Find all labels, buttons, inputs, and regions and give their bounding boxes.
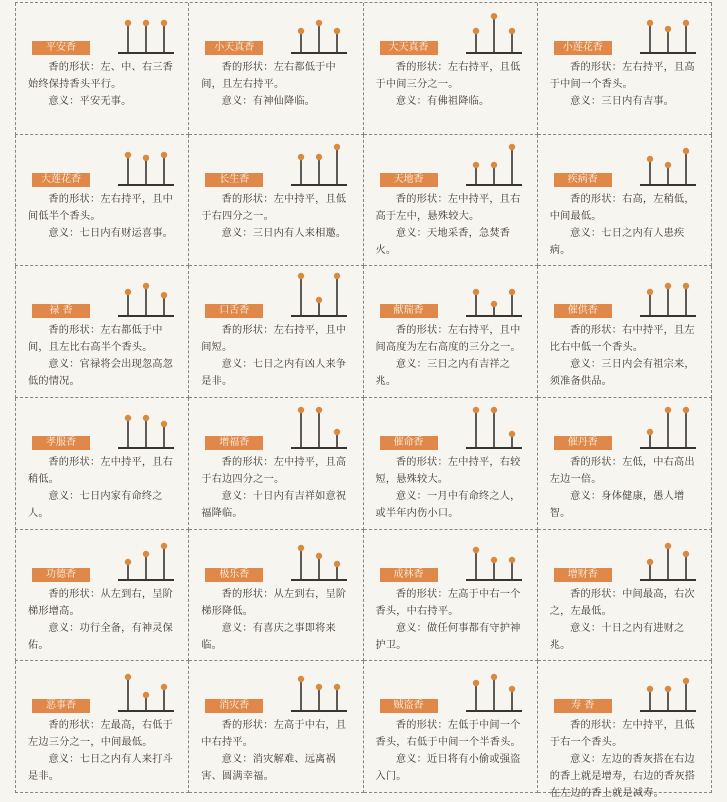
incense-name-tag: 孝服香 — [32, 436, 90, 450]
incense-sticks-icon — [96, 9, 186, 55]
incense-name-tag: 献瑞香 — [380, 304, 438, 318]
incense-description — [376, 717, 531, 785]
incense-description — [28, 586, 182, 654]
incense-ember — [125, 289, 131, 295]
incense-ember — [161, 292, 167, 298]
incense-shape-text: 香的形状：左中持平，且低于右四分之一。 — [201, 193, 347, 222]
incense-ember — [143, 154, 149, 160]
incense-meaning-text: 意义：身体健康，愚人增智。 — [549, 491, 685, 519]
incense-ember — [298, 407, 304, 413]
incense-sticks-illustration — [444, 272, 534, 318]
incense-card — [538, 135, 712, 267]
incense-meaning-text: 意义：三日内会有祖宗来，须准备供品。 — [549, 359, 695, 388]
incense-sticks-illustration — [269, 667, 359, 713]
incense-ember — [125, 20, 131, 26]
incense-sticks-illustration — [618, 667, 708, 713]
incense-sticks-icon — [269, 141, 359, 187]
incense-card — [364, 398, 538, 530]
incense-meaning-text: 意义：三日内有吉事。 — [570, 96, 675, 107]
incense-card — [189, 135, 363, 267]
incense-shape-text: 香的形状：左低于中间一个香头，右低于中间一个半香头。 — [375, 720, 521, 749]
incense-name-tag: 大莲花香 — [32, 173, 90, 187]
incense-sticks-illustration — [444, 9, 534, 55]
incense-ember — [472, 407, 478, 413]
incense-shape-text: 香的形状：中间最高，右次之，左最低。 — [549, 588, 695, 617]
incense-ember — [298, 273, 304, 279]
incense-sticks-illustration — [618, 272, 708, 318]
incense-ember — [490, 301, 496, 307]
incense-meaning-text: 意义：有喜庆之事即将来临。 — [201, 622, 336, 651]
incense-sticks-icon — [269, 9, 359, 55]
incense-ember — [143, 20, 149, 26]
incense-sticks-illustration — [618, 141, 708, 187]
incense-description — [550, 59, 705, 110]
incense-description — [28, 717, 182, 785]
incense-card — [189, 266, 363, 398]
incense-description — [376, 191, 531, 259]
incense-description — [376, 59, 531, 110]
incense-meaning-text: 意义：七日之内有人来打斗是非。 — [28, 754, 174, 783]
incense-name-tag: 小莲花香 — [554, 41, 612, 55]
incense-sticks-icon — [444, 536, 534, 582]
incense-card — [364, 661, 538, 793]
incense-sticks-illustration — [269, 272, 359, 318]
incense-shape-text: 香的形状：右中持平，且左比右中低一个香头。 — [549, 325, 695, 354]
incense-grid — [15, 2, 712, 800]
incense-sticks-illustration — [96, 141, 186, 187]
incense-name-tag: 消灾香 — [205, 699, 263, 713]
incense-meaning-text: 意义：左边的香灰搭在右边的香上就是增寿，右边的香灰搭在左边的香上就是减寿。 — [549, 754, 696, 800]
incense-ember — [125, 674, 131, 680]
incense-meaning-text: 意义：平安无事。 — [48, 96, 132, 107]
incense-meaning-text: 意义：十日内有吉祥如意祝福降临。 — [201, 491, 347, 519]
incense-name-tag: 贼盗香 — [380, 699, 438, 713]
incense-meaning-text: 意义：七日之内有凶人来争是非。 — [201, 359, 347, 388]
incense-ember — [490, 407, 496, 413]
incense-meaning-text: 意义：一月中有命终之人，或半年内伤小口。 — [375, 491, 521, 519]
incense-description — [201, 59, 356, 110]
incense-ember — [508, 556, 514, 562]
incense-shape-text: 香的形状：左右持平，且中间短。 — [201, 325, 347, 354]
incense-ember — [334, 143, 340, 149]
incense-name-tag: 催命香 — [380, 436, 438, 450]
incense-ember — [125, 415, 131, 421]
incense-ember — [683, 20, 689, 26]
incense-sticks-illustration — [96, 272, 186, 318]
incense-sticks-icon — [618, 141, 708, 187]
incense-description — [376, 454, 531, 522]
incense-name-tag: 大天真香 — [380, 41, 438, 55]
incense-name-tag: 平安香 — [32, 41, 90, 55]
incense-card — [364, 135, 538, 267]
incense-ember — [334, 684, 340, 690]
incense-description — [201, 191, 356, 242]
incense-sticks-icon — [444, 404, 534, 450]
incense-shape-text: 香的形状：左右持平，且高于中间一个香头。 — [549, 62, 695, 90]
incense-meaning-text: 意义：三日之内有吉祥之兆。 — [375, 359, 511, 388]
incense-sticks-icon — [444, 272, 534, 318]
incense-ember — [490, 674, 496, 680]
incense-sticks-illustration — [444, 667, 534, 713]
incense-sticks-icon — [444, 667, 534, 713]
incense-ember — [647, 20, 653, 26]
incense-name-tag: 天地香 — [380, 173, 438, 187]
incense-ember — [316, 552, 322, 558]
incense-card — [15, 398, 189, 530]
incense-card — [538, 661, 712, 800]
incense-ember — [683, 283, 689, 289]
incense-ember — [683, 678, 689, 684]
incense-ember — [161, 151, 167, 157]
incense-sticks-icon — [96, 404, 186, 450]
incense-ember — [472, 546, 478, 552]
incense-ember — [490, 161, 496, 167]
incense-ember — [316, 407, 322, 413]
incense-ember — [508, 28, 514, 34]
incense-shape-text: 香的形状：左右都低于中间，且左右持平。 — [201, 62, 336, 90]
incense-shape-text: 香的形状：左最高，右低于左边三分之一，中间最低。 — [28, 720, 174, 749]
incense-ember — [683, 550, 689, 556]
incense-ember — [665, 283, 671, 289]
incense-description — [201, 717, 356, 785]
incense-sticks-icon — [269, 536, 359, 582]
incense-sticks-illustration — [618, 404, 708, 450]
incense-name-tag: 口舌香 — [205, 304, 263, 318]
incense-ember — [472, 161, 478, 167]
incense-ember — [508, 686, 514, 692]
incense-shape-text: 香的形状：左、中、右三香始终保持香头平行。 — [28, 62, 174, 90]
incense-ember — [490, 13, 496, 19]
incense-name-tag: 长生香 — [205, 173, 263, 187]
incense-sticks-illustration — [444, 536, 534, 582]
incense-shape-text: 香的形状：左中持平，右较短，悬殊较大。 — [375, 457, 521, 485]
incense-ember — [683, 147, 689, 153]
incense-description — [376, 586, 531, 654]
incense-card — [538, 398, 712, 530]
incense-ember — [298, 28, 304, 34]
incense-card — [15, 661, 189, 793]
incense-ember — [298, 544, 304, 550]
incense-ember — [665, 407, 671, 413]
incense-ember — [647, 289, 653, 295]
incense-sticks-icon — [269, 667, 359, 713]
incense-meaning-text: 意义：功行全备，有神灵保佑。 — [28, 622, 174, 651]
incense-name-tag: 禄 香 — [32, 304, 90, 318]
incense-ember — [472, 289, 478, 295]
incense-meaning-text: 意义：七日内有财运喜事。 — [48, 227, 174, 239]
incense-ember — [316, 20, 322, 26]
incense-description — [28, 454, 182, 522]
incense-card — [189, 530, 363, 662]
incense-ember — [125, 151, 131, 157]
incense-ember — [683, 407, 689, 413]
incense-description — [201, 454, 356, 522]
incense-description — [550, 191, 705, 259]
incense-description — [376, 322, 531, 390]
incense-sticks-illustration — [269, 536, 359, 582]
incense-description — [550, 454, 705, 522]
incense-ember — [472, 28, 478, 34]
incense-sticks-illustration — [269, 404, 359, 450]
incense-ember — [472, 680, 478, 686]
incense-shape-text: 香的形状：左中持平，且高于右边四分之一。 — [201, 457, 347, 485]
incense-ember — [143, 283, 149, 289]
incense-meaning-text: 意义：做任何事都有守护神护卫。 — [375, 622, 521, 651]
incense-ember — [161, 684, 167, 690]
incense-name-tag: 增财香 — [554, 568, 612, 582]
incense-shape-text: 香的形状：左高于中右一个香头，中右持平。 — [375, 588, 521, 617]
incense-meaning-text: 意义：消灾解难、远离祸害、圆满幸福。 — [201, 754, 336, 783]
incense-ember — [316, 684, 322, 690]
incense-ember — [647, 155, 653, 161]
incense-meaning-text: 意义：七日之内有人患疾病。 — [549, 227, 685, 256]
incense-ember — [647, 558, 653, 564]
incense-sticks-icon — [96, 141, 186, 187]
incense-sticks-icon — [96, 272, 186, 318]
incense-ember — [665, 686, 671, 692]
incense-meaning-text: 意义：有佛祖降临。 — [395, 96, 490, 107]
incense-sticks-illustration — [96, 536, 186, 582]
incense-ember — [143, 692, 149, 698]
incense-card — [364, 3, 538, 135]
incense-shape-text: 香的形状：从左到右，呈阶梯形降低。 — [201, 588, 347, 617]
incense-shape-text: 香的形状：左右持平，且低于中间三分之一。 — [375, 62, 521, 90]
incense-ember — [125, 558, 131, 564]
incense-card — [15, 135, 189, 267]
incense-meaning-text: 意义：天地采香，急焚香火。 — [375, 227, 511, 256]
incense-sticks-illustration — [618, 536, 708, 582]
incense-meaning-text: 意义：官禄将会出现忽高忽低的情况。 — [28, 359, 174, 388]
incense-ember — [316, 153, 322, 159]
incense-name-tag: 恶事香 — [32, 699, 90, 713]
incense-ember — [490, 556, 496, 562]
incense-meaning-text: 意义：有神仙降临。 — [221, 96, 316, 107]
incense-sticks-icon — [618, 667, 708, 713]
incense-ember — [665, 542, 671, 548]
incense-card — [189, 3, 363, 135]
incense-shape-text: 香的形状：左右都低于中间，且左比右高半个香头。 — [28, 325, 163, 354]
incense-sticks-illustration — [96, 667, 186, 713]
incense-shape-text: 香的形状：左右持平，且中间高度为左右高度的三分之一。 — [375, 325, 521, 354]
incense-card — [15, 266, 189, 398]
incense-meaning-text: 意义：十日之内有进财之兆。 — [549, 622, 685, 651]
incense-ember — [161, 20, 167, 26]
incense-ember — [665, 161, 671, 167]
incense-sticks-illustration — [269, 141, 359, 187]
incense-ember — [334, 560, 340, 566]
incense-sticks-icon — [96, 667, 186, 713]
incense-sticks-icon — [444, 9, 534, 55]
incense-name-tag: 成林香 — [380, 568, 438, 582]
incense-card — [538, 3, 712, 135]
incense-ember — [298, 153, 304, 159]
incense-name-tag: 增福香 — [205, 436, 263, 450]
incense-sticks-icon — [618, 404, 708, 450]
incense-ember — [143, 415, 149, 421]
incense-sticks-icon — [618, 9, 708, 55]
incense-sticks-icon — [269, 404, 359, 450]
incense-card — [364, 530, 538, 662]
incense-ember — [298, 676, 304, 682]
incense-ember — [143, 550, 149, 556]
incense-card — [189, 398, 363, 530]
incense-description — [550, 586, 705, 654]
incense-sticks-icon — [444, 141, 534, 187]
incense-description — [28, 322, 182, 390]
incense-name-tag: 功德香 — [32, 568, 90, 582]
incense-card — [189, 661, 363, 793]
incense-sticks-illustration — [96, 404, 186, 450]
incense-card — [15, 3, 189, 135]
incense-card — [15, 530, 189, 662]
incense-shape-text: 香的形状：左右持平，且中间低半个香头。 — [28, 193, 174, 222]
incense-description — [28, 191, 182, 242]
incense-ember — [334, 273, 340, 279]
incense-description — [201, 586, 356, 654]
incense-card — [364, 266, 538, 398]
incense-shape-text: 香的形状：左中持平，且低于右一个香头。 — [549, 720, 695, 749]
incense-name-tag: 小天真香 — [205, 41, 263, 55]
incense-shape-text: 香的形状：左中持平，且右稍低。 — [28, 457, 174, 485]
incense-ember — [647, 429, 653, 435]
incense-description — [550, 322, 705, 390]
incense-ember — [334, 429, 340, 435]
incense-sticks-icon — [618, 536, 708, 582]
incense-card — [538, 530, 712, 662]
incense-sticks-illustration — [618, 9, 708, 55]
incense-shape-text: 香的形状：左高于中右，且中右持平。 — [201, 720, 347, 749]
incense-name-tag: 疾病香 — [554, 173, 612, 187]
incense-sticks-illustration — [444, 141, 534, 187]
incense-meaning-text: 意义：近日将有小偷或强盗入门。 — [375, 754, 521, 783]
incense-name-tag: 催丹香 — [554, 436, 612, 450]
incense-sticks-illustration — [269, 9, 359, 55]
incense-shape-text: 香的形状：左低，中右高出左边一倍。 — [549, 457, 695, 485]
incense-description — [28, 59, 182, 110]
incense-ember — [647, 686, 653, 692]
incense-card — [538, 266, 712, 398]
incense-name-tag: 寿 香 — [554, 699, 612, 713]
incense-sticks-icon — [96, 536, 186, 582]
incense-meaning-text: 意义：七日内家有命终之人。 — [28, 491, 163, 519]
incense-shape-text: 香的形状：从左到右，呈阶梯形增高。 — [28, 588, 174, 617]
incense-ember — [508, 143, 514, 149]
incense-shape-text: 香的形状：左中持平，且右高于左中，悬殊较大。 — [375, 193, 521, 222]
incense-description — [201, 322, 356, 390]
incense-ember — [334, 28, 340, 34]
incense-sticks-icon — [269, 272, 359, 318]
incense-ember — [161, 542, 167, 548]
incense-ember — [161, 421, 167, 427]
incense-sticks-illustration — [96, 9, 186, 55]
incense-sticks-illustration — [444, 404, 534, 450]
incense-ember — [665, 26, 671, 32]
incense-ember — [508, 289, 514, 295]
incense-name-tag: 催供香 — [554, 304, 612, 318]
incense-sticks-icon — [618, 272, 708, 318]
incense-description — [550, 717, 705, 802]
incense-name-tag: 极乐香 — [205, 568, 263, 582]
incense-shape-text: 香的形状：右高，左稍低，中间最低。 — [549, 193, 695, 222]
incense-ember — [316, 297, 322, 303]
incense-ember — [508, 431, 514, 437]
incense-meaning-text: 意义：三日内有人来相邀。 — [221, 227, 347, 239]
